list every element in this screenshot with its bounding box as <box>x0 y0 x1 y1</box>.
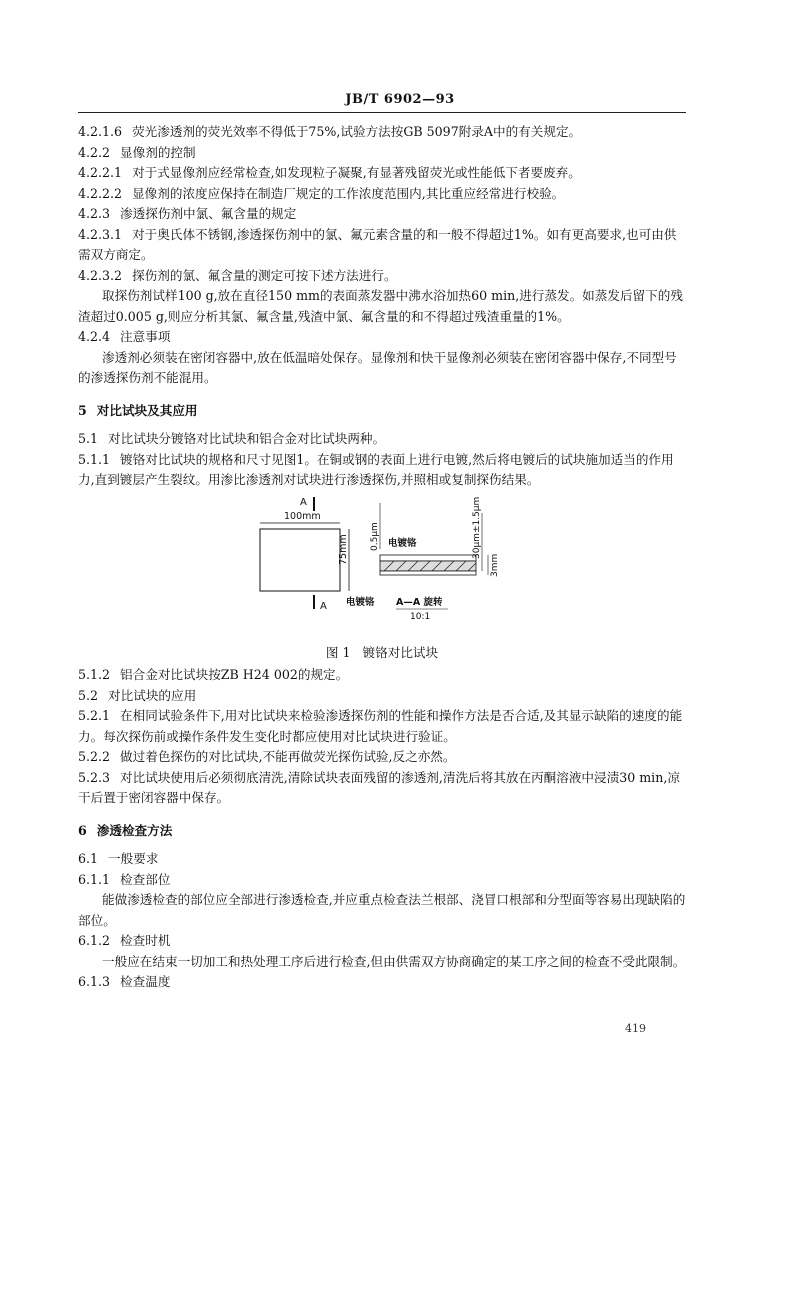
clause-5-1-2: 5.1.2 铝合金对比试块按ZB H24 002的规定。 <box>78 667 349 682</box>
clause-4-2-3-2: 4.2.3.2 探伤剂的氯、氟含量的测定可按下述方法进行。 <box>78 267 397 283</box>
section-6-heading: 6 渗透检查方法 <box>78 822 173 838</box>
paragraph-storage-notes: 渗透剂必须装在密闭容器中,放在低温暗处保存。显像剂和快干显像剂必须装在密闭容器中保存,不同型号的渗透探伤剂不能混用。 <box>78 349 677 385</box>
clause-4-2-2-2: 4.2.2.2 显像剂的浓度应保持在制造厂规定的工作浓度范围内,其比重应经常进行校验。 <box>78 185 565 201</box>
clause-6-1-1: 6.1.1 检查部位 <box>78 871 171 887</box>
clause-6-1: 6.1 一般要求 <box>78 851 159 866</box>
plating-label-bottom: 电镀铬 <box>346 596 375 608</box>
paragraph-inspection-timing: 一般应在结束一切加工和热处理工序后进行检查,但由供需双方协商确定的某工序之间的检查不受此限制。 <box>102 953 686 969</box>
clause-5-2-2: 5.2.2 做过着色探伤的对比试块,不能再做荧光探伤试验,反之亦然。 <box>78 749 456 764</box>
section-5-heading: 5 对比试块及其应用 <box>78 402 198 418</box>
height-label: 75mm <box>338 533 349 565</box>
plating-layer-bottom <box>380 571 476 575</box>
page-number: 419 <box>625 1022 646 1035</box>
clause-5-2-1: 5.2.1 在相同试验条件下,用对比试块来检验渗透探伤剂的性能和操作方法是否合适,及其显示缺陷的速度的能力。每次探伤前或操作条件发生变化时都应使用对比试块进行验证。 <box>78 708 683 744</box>
plating-label-top: 电镀铬 <box>388 537 417 549</box>
clause-4-2-1-6: 4.2.1.6 荧光渗透剂的荧光效率不得低于75%,试验方法按GB 5097附录A中的有关规定。 <box>78 124 582 139</box>
document-header: JB/T 6902—93 <box>345 92 455 107</box>
total-thickness-label: 30μm±1.5μm <box>472 496 482 559</box>
clause-4-2-3-1: 4.2.3.1 对于奥氏体不锈钢,渗透探伤剂中的氯、氟元素含量的和一般不得超过1%。如有更高要求,也可由供需双方商定。 <box>78 226 677 262</box>
clause-6-1-3: 6.1.3 检查温度 <box>78 974 171 989</box>
paragraph-inspection-areas: 能做渗透检查的部位应全部进行渗透检查,并应重点检查法兰根部、浇冒口根部和分型面等容易出现缺陷的部位。 <box>78 892 686 928</box>
section-view-label: A—A 旋转 <box>396 596 443 608</box>
section-mark-top: A <box>300 496 307 508</box>
clause-5-1: 5.1 对比试块分镀铬对比试块和铝合金对比试块两种。 <box>78 431 386 446</box>
figure-1 <box>78 493 686 643</box>
clause-6-1-2: 6.1.2 检查时机 <box>78 933 171 948</box>
scale-label: 10:1 <box>410 611 431 622</box>
clause-5-1-1: 5.1.1 镀铬对比试块的规格和尺寸见图1。在铜或钢的表面上进行电镀,然后将电镀后的试块施加适当的作用力,直到镀层产生裂纹。用渗比渗透剂对试块进行渗透探伤,并照相或复制探伤结果。 <box>78 451 674 487</box>
paragraph-sample-method: 取探伤剂试样100 g,放在直径150 mm的表面蒸发器中沸水浴加热60 min,进行蒸发。如蒸发后留下的残渣超过0.005 g,则应分析其氯、氟含量,残渣中氯、氟含量的和不得超过残渣重量的1%。 <box>78 288 683 324</box>
clause-5-2: 5.2 对比试块的应用 <box>78 687 197 703</box>
plating-layer-top <box>380 555 476 561</box>
clause-4-2-4: 4.2.4 注意事项 <box>78 329 171 344</box>
document-body <box>78 122 686 993</box>
plating-thickness-label: 0.5μm <box>370 521 380 551</box>
section-mark-bottom: A <box>320 600 327 612</box>
clause-4-2-3: 4.2.3 渗透探伤剂中氯、氟含量的规定 <box>78 206 297 221</box>
clause-4-2-2-1: 4.2.2.1 对于式显像剂应经常检查,如发现粒子凝聚,有显著残留荧光或性能低下者要废弃。 <box>78 165 581 180</box>
base-metal-layer <box>380 561 476 571</box>
clause-4-2-2: 4.2.2 显像剂的控制 <box>78 144 196 160</box>
clause-5-2-3: 5.2.3 对比试块使用后必须彻底清洗,清除试块表面残留的渗透剂,清洗后将其放在丙酮溶液中浸渍30 min,凉干后置于密闭容器中保存。 <box>78 769 680 805</box>
figure-1-drawing <box>78 493 686 643</box>
header-rule <box>78 112 686 113</box>
base-thickness-label: 3mm <box>490 553 500 577</box>
figure-1-caption: 图 1 镀铬对比试块 <box>325 644 439 660</box>
plate-front-view <box>260 529 340 591</box>
width-label: 100mm <box>284 510 321 522</box>
